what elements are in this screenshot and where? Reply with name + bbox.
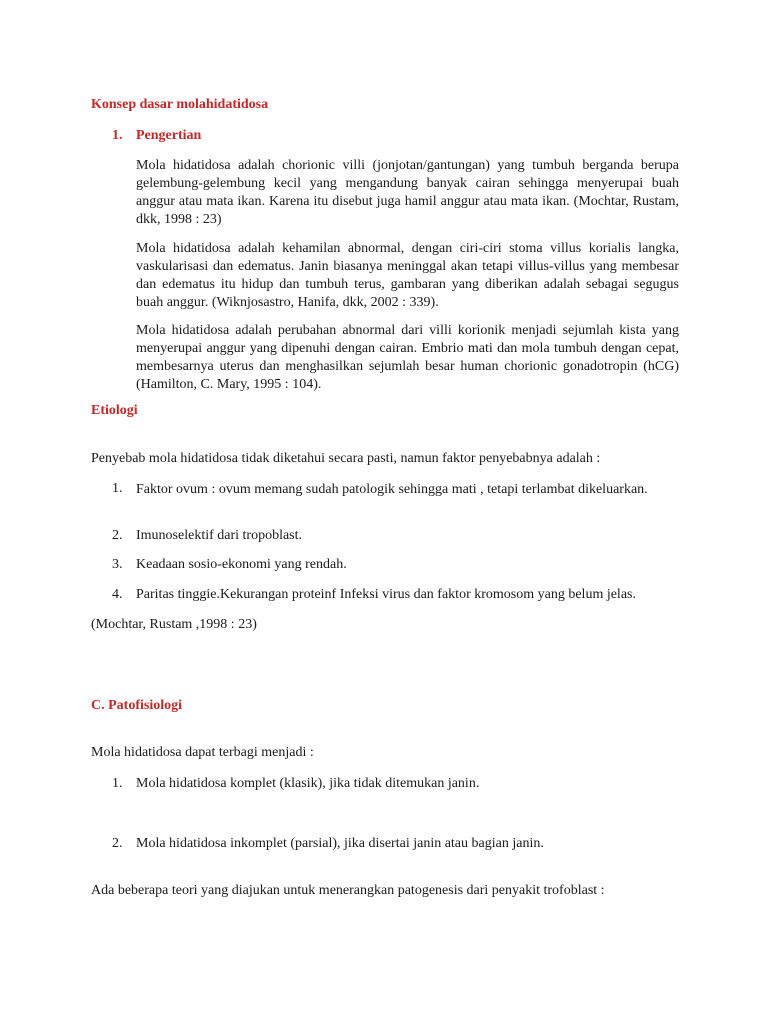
patofisiologi-item-2: Mola hidatidosa inkomplet (parsial), jika disertai janin atau bagian janin.	[136, 836, 544, 851]
list-item-number: 1.	[112, 776, 123, 791]
patofisiologi-item-1: Mola hidatidosa komplet (klasik), jika tidak ditemukan janin.	[136, 776, 480, 791]
list-item-number: 3.	[112, 557, 123, 572]
etiologi-intro: Penyebab mola hidatidosa tidak diketahui secara pasti, namun faktor penyebabnya adalah :	[91, 451, 601, 466]
list-item-number: 2.	[112, 528, 123, 543]
patofisiologi-intro: Mola hidatidosa dapat terbagi menjadi :	[91, 745, 314, 760]
definition-paragraph-3: Mola hidatidosa adalah perubahan abnormal dari villi korionik menjadi sejumlah kista yang menyerupai anggur yang dipenuhi dengan cairan. Embrio mati dan mola tumbuh dengan cepat, membesarnya uterus dan menghasilkan sejumlah besar human chorionic gonadotropin (hCG) (Hamilton, C. Mary, 1995 : 104).	[136, 323, 679, 392]
section-number: 1.	[112, 128, 123, 143]
patofisiologi-closing: Ada beberapa teori yang diajukan untuk menerangkan patogenesis dari penyakit trofoblast :	[91, 883, 605, 898]
etiologi-item-3: Keadaan sosio-ekonomi yang rendah.	[136, 557, 347, 572]
definition-paragraph-1: Mola hidatidosa adalah chorionic villi (jonjotan/gantungan) yang tumbuh berganda berupa gelembung-gelembung kecil yang mengandung banyak cairan sehingga menyerupai buah anggur atau mata ikan. Karena itu disebut juga hamil anggur atau mata ikan. (Mochtar, Rustam, dkk, 1998 : 23)	[136, 158, 679, 227]
section-heading-patofisiologi: C. Patofisiologi	[91, 698, 182, 713]
section-heading-pengertian: Pengertian	[136, 128, 202, 143]
etiologi-item-2: Imunoselektif dari tropoblast.	[136, 528, 303, 543]
etiologi-item-4: Paritas tinggie.Kekurangan proteinf Infeksi virus dan faktor kromosom yang belum jelas.	[136, 587, 636, 602]
document-title: Konsep dasar molahidatidosa	[91, 97, 269, 112]
list-item-number: 4.	[112, 587, 123, 602]
etiologi-item-1: Faktor ovum : ovum memang sudah patologik sehingga mati , tetapi terlambat dikeluarkan.	[136, 482, 648, 497]
section-heading-etiologi: Etiologi	[91, 403, 138, 418]
list-item-number: 2.	[112, 836, 123, 851]
list-item-number: 1.	[112, 481, 123, 496]
definition-paragraph-2: Mola hidatidosa adalah kehamilan abnormal, dengan ciri-ciri stoma villus korialis langka, vaskularisasi dan edematus. Janin biasanya meninggal akan tetapi villus-villus yang membesar dan edematus itu hidup dan tumbuh terus, gambaran yang diberikan adalah sebagai segugus buah anggur. (Wiknjosastro, Hanifa, dkk, 2002 : 339).	[136, 241, 679, 310]
etiologi-citation: (Mochtar, Rustam ,1998 : 23)	[91, 617, 257, 632]
